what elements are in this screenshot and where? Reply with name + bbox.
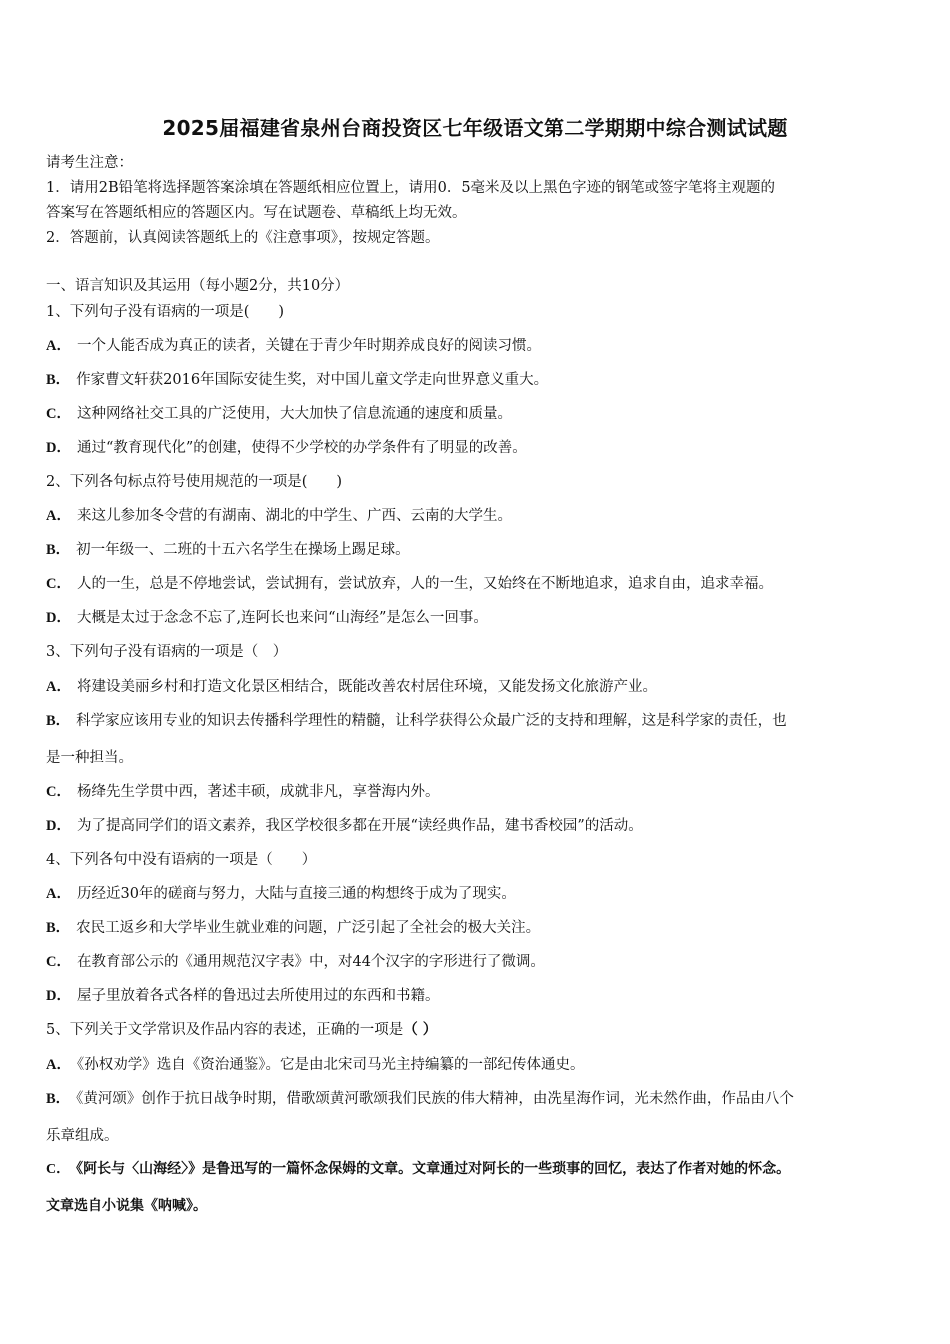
question-5-stem <box>46 1018 906 1039</box>
option-letter: A． <box>46 679 71 695</box>
question-1-option-d <box>46 436 906 457</box>
option-letter: C． <box>46 576 71 592</box>
option-letter: B． <box>46 542 71 558</box>
option-text: 这种网络社交工具的广泛使用，大大加快了信息流通的速度和质量。 <box>76 406 512 422</box>
question-3-option-c <box>46 780 906 801</box>
question-2-option-a <box>46 504 906 525</box>
notice-line-3: 2．答题前，认真阅读答题纸上的《注意事项》，按规定答题。 <box>46 230 440 246</box>
option-text: 来这儿参加冬令营的有湖南、湖北的中学生、广西、云南的大学生。 <box>76 508 512 524</box>
question-3-stem: 3、下列句子没有语病的一项是（ ） <box>46 644 288 660</box>
option-letter: D． <box>46 988 71 1004</box>
question-5-stem-text: 5、下列关于文学常识及作品内容的表述，正确的一项是 <box>46 1022 404 1038</box>
question-4-option-b <box>46 916 906 937</box>
option-text: 《孙权劝学》选自《资治通鉴》。它是由北宋司马光主持编纂的一部纪传体通史。 <box>76 1057 585 1073</box>
question-5-option-b-continued: 乐章组成。 <box>46 1128 119 1144</box>
option-text: 《阿长与〈山海经〉》是鲁迅写的一篇怀念保姆的文章。文章通过对阿长的一些琐事的回忆，表达了作者对她的怀念。 <box>76 1161 791 1177</box>
notice-line-2: 答案写在答题纸相应的答题区内。写在试题卷、草稿纸上均无效。 <box>46 205 467 221</box>
option-text: 初一年级一、二班的十五六名学生在操场上踢足球。 <box>76 542 410 558</box>
option-letter: B． <box>46 713 71 729</box>
question-2-option-c <box>46 572 906 593</box>
option-letter: C． <box>46 954 71 970</box>
option-letter: B． <box>46 372 71 388</box>
option-text: 《黄河颂》创作于抗日战争时期，借歌颂黄河歌颂我们民族的伟大精神，由冼星海作词，光未然作曲，作品由八个 <box>76 1091 794 1107</box>
question-5-option-a <box>46 1053 906 1074</box>
option-text: 历经近30年的磋商与努力，大陆与直接三通的构想终于成为了现实。 <box>76 886 516 902</box>
option-letter: A． <box>46 1057 71 1073</box>
option-text: 为了提高同学们的语文素养，我区学校很多都在开展“读经典作品，建书香校园”的活动。 <box>76 818 643 834</box>
question-1-stem: 1、下列句子没有语病的一项是( ) <box>46 304 285 320</box>
notice-heading: 请考生注意： <box>46 155 133 171</box>
question-5-answer-paren: （ ） <box>403 1022 438 1038</box>
notice-line-1: 1．请用2B铅笔将选择题答案涂填在答题纸相应位置上，请用0．5毫米及以上黑色字迹的钢笔或签字笔将主观题的 <box>46 180 776 196</box>
option-letter: A． <box>46 508 71 524</box>
section-heading: 一、语言知识及其运用（每小题2分，共10分） <box>46 278 350 294</box>
question-3-option-d <box>46 814 906 835</box>
question-1-option-b <box>46 368 906 389</box>
option-letter: C． <box>46 406 71 422</box>
option-text: 通过“教育现代化”的创建，使得不少学校的办学条件有了明显的改善。 <box>76 440 527 456</box>
option-text: 大概是太过于念念不忘了,连阿长也来问“山海经”是怎么一回事。 <box>76 610 488 626</box>
option-text: 在教育部公示的《通用规范汉字表》中，对44个汉字的字形进行了微调。 <box>76 954 545 970</box>
question-4-stem: 4、下列各句中没有语病的一项是（ ） <box>46 852 317 868</box>
option-letter: C． <box>46 784 71 800</box>
option-letter: D． <box>46 818 71 834</box>
question-3-option-b-continued: 是一种担当。 <box>46 750 133 766</box>
option-letter: A． <box>46 338 71 354</box>
option-text: 农民工返乡和大学毕业生就业难的问题，广泛引起了全社会的极大关注。 <box>76 920 541 936</box>
question-4-option-a <box>46 882 906 903</box>
question-2-option-d <box>46 606 906 627</box>
option-text: 杨绛先生学贯中西，著述丰硕，成就非凡，享誉海内外。 <box>76 784 440 800</box>
option-letter: B． <box>46 1091 71 1107</box>
question-5-option-c <box>46 1158 906 1178</box>
question-5-option-c-continued: 文章选自小说集《呐喊》。 <box>46 1198 207 1214</box>
question-2-stem: 2、下列各句标点符号使用规范的一项是( ) <box>46 474 343 490</box>
question-4-option-d <box>46 984 906 1005</box>
option-letter: D． <box>46 610 71 626</box>
option-letter: B． <box>46 920 71 936</box>
question-3-option-b <box>46 709 906 730</box>
question-1-option-a <box>46 334 906 355</box>
page-title: 2025届福建省泉州台商投资区七年级语文第二学期期中综合测试试题 <box>162 116 788 140</box>
option-text: 将建设美丽乡村和打造文化景区相结合，既能改善农村居住环境，又能发扬文化旅游产业。 <box>76 679 657 695</box>
question-1-option-c <box>46 402 906 423</box>
question-5-option-b <box>46 1087 906 1108</box>
option-text: 作家曹文轩获2016年国际安徒生奖，对中国儿童文学走向世界意义重大。 <box>76 372 549 388</box>
option-text: 屋子里放着各式各样的鲁迅过去所使用过的东西和书籍。 <box>76 988 440 1004</box>
option-text: 一个人能否成为真正的读者，关键在于青少年时期养成良好的阅读习惯。 <box>76 338 541 354</box>
option-text: 科学家应该用专业的知识去传播科学理性的精髓，让科学获得公众最广泛的支持和理解，这是科学家的责任，也 <box>76 713 787 729</box>
question-2-option-b <box>46 538 906 559</box>
question-3-option-a <box>46 675 906 696</box>
option-letter: C． <box>46 1162 71 1177</box>
option-letter: D． <box>46 440 71 456</box>
option-text: 人的一生，总是不停地尝试，尝试拥有，尝试放弃，人的一生，又始终在不断地追求，追求自由，追求幸福。 <box>76 576 773 592</box>
option-letter: A． <box>46 886 71 902</box>
question-4-option-c <box>46 950 906 971</box>
